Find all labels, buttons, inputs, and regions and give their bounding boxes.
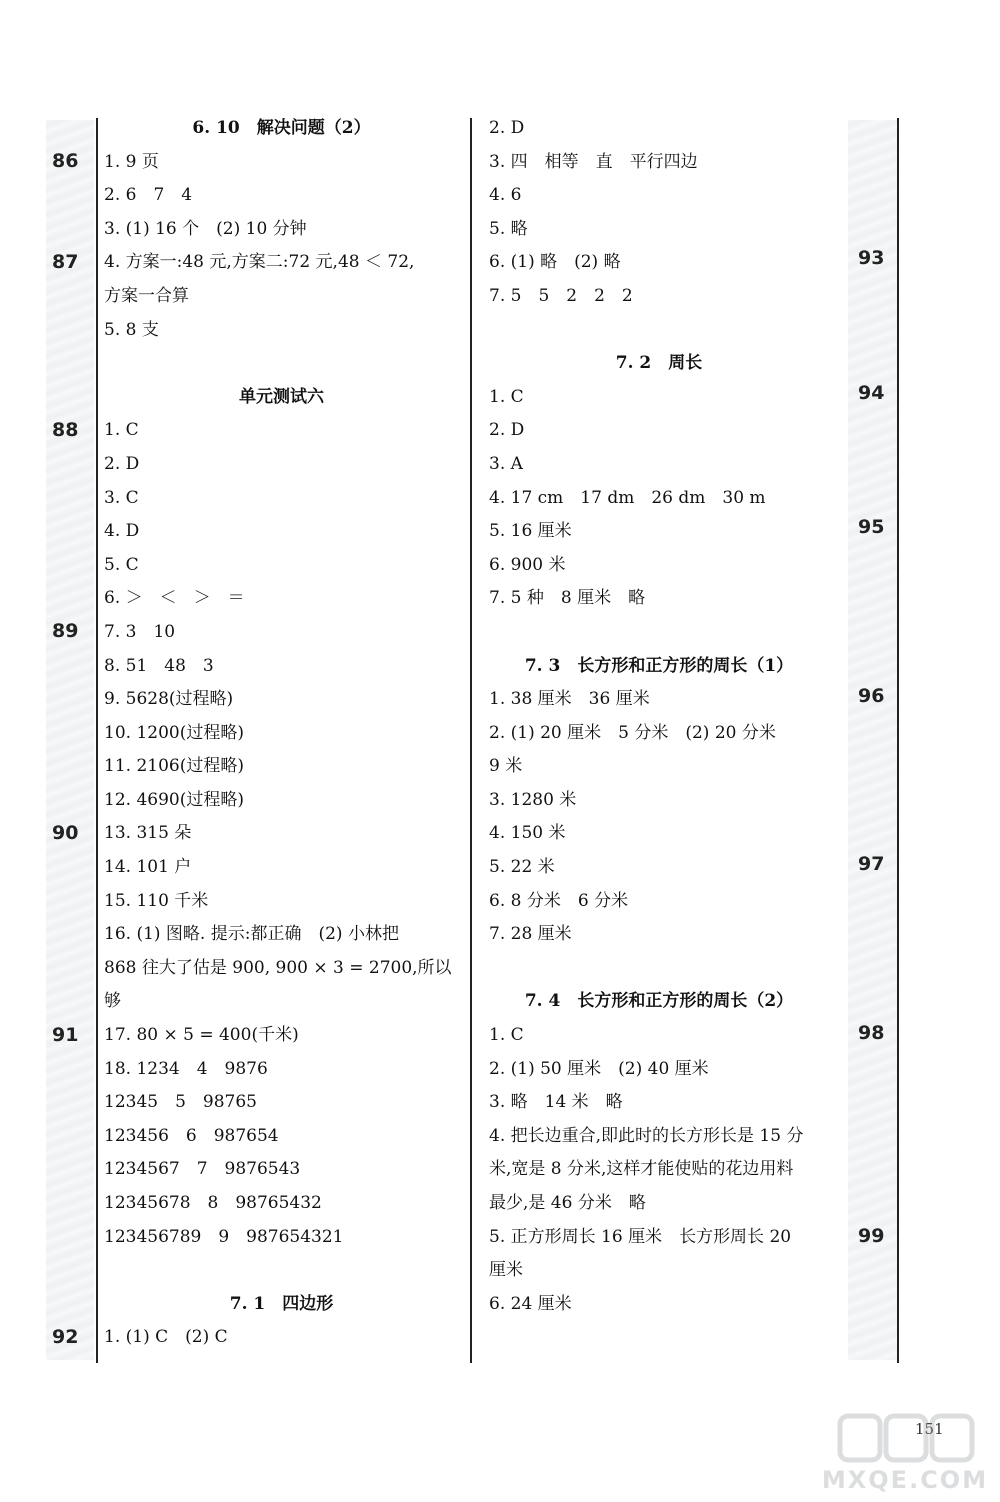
answer-line: 3. (1) 16 个 (2) 10 分钟	[104, 218, 307, 239]
answer-line: 最少,是 46 分米 略	[489, 1193, 646, 1213]
answer-line: 1. (1) C (2) C	[104, 1327, 228, 1348]
answer-line: 4. 把长边重合,即此时的长方形长是 15 分	[489, 1125, 804, 1146]
answer-line: 13. 315 朵	[104, 823, 192, 844]
answer-line: 9. 5628(过程略)	[104, 689, 234, 710]
answer-line: 6. 24 厘米	[489, 1293, 572, 1314]
section-heading: 6. 10 解决问题（2）	[192, 118, 371, 138]
answer-line: 868 往大了估是 900, 900 × 3 = 2700,所以	[104, 957, 452, 978]
right-rule	[897, 118, 899, 1363]
answer-line: 6. ＞ ＜ ＞ ＝	[104, 588, 245, 609]
answer-line: 5. 16 厘米	[489, 521, 572, 542]
answer-line: 4. 150 米	[489, 823, 566, 844]
page-ref-number: 93	[858, 247, 885, 269]
page-ref-number: 96	[858, 685, 885, 707]
right-column	[489, 112, 829, 1321]
answer-line: 11. 2106(过程略)	[104, 756, 244, 777]
answer-line: 12345678 8 98765432	[104, 1193, 322, 1213]
answer-line: 2. 6 7 4	[104, 185, 193, 206]
answer-line: 7. 5 种 8 厘米 略	[489, 588, 646, 609]
page-ref-number: 94	[858, 382, 885, 404]
page-ref-number: 97	[858, 853, 885, 875]
answer-line: 15. 110 千米	[104, 890, 209, 911]
section-heading: 单元测试六	[239, 386, 324, 407]
left-rule	[96, 118, 98, 1363]
answer-line: 123456789 9 987654321	[104, 1226, 344, 1247]
left-margin-strip	[46, 120, 94, 1360]
answer-line: 3. A	[489, 453, 523, 474]
answer-line: 12345 5 98765	[104, 1092, 257, 1113]
answer-line: 8. 51 48 3	[104, 655, 214, 676]
answer-line: 5. 8 支	[104, 319, 159, 340]
answer-line: 方案一合算	[104, 285, 189, 306]
answer-line: 16. (1) 图略. 提示:都正确 (2) 小林把	[104, 924, 399, 945]
answer-line: 6. (1) 略 (2) 略	[489, 252, 621, 273]
answer-line: 3. 1280 米	[489, 789, 577, 810]
answer-line: 1. C	[104, 420, 139, 441]
answer-line: 5. 22 米	[489, 857, 555, 878]
answer-line: 2. (1) 20 厘米 5 分米 (2) 20 分米	[489, 722, 776, 743]
middle-rule	[470, 118, 472, 1363]
answer-line: 1. C	[489, 1025, 524, 1046]
answer-line: 9 米	[489, 756, 523, 777]
answer-line: 3. 略 14 米 略	[489, 1092, 623, 1113]
answer-line: 1. 38 厘米 36 厘米	[489, 689, 650, 710]
answer-line: 4. 17 cm 17 dm 26 dm 30 m	[489, 487, 766, 508]
answer-line: 3. C	[104, 487, 139, 508]
answer-line: 米,宽是 8 分米,这样才能使贴的花边用料	[489, 1159, 794, 1180]
right-margin-strip	[848, 120, 898, 1360]
answer-line: 18. 1234 4 9876	[104, 1058, 268, 1079]
answer-line: 2. D	[489, 118, 525, 138]
page-number: 151	[915, 1420, 944, 1438]
answer-line: 2. D	[489, 420, 525, 441]
answer-line: 3. 四 相等 直 平行四边	[489, 151, 698, 172]
section-heading: 7. 2 周长	[615, 353, 703, 374]
section-heading: 7. 4 长方形和正方形的周长（2）	[524, 991, 794, 1012]
answer-line: 10. 1200(过程略)	[104, 722, 244, 743]
page-ref-number: 88	[52, 419, 79, 441]
answer-line: 12. 4690(过程略)	[104, 789, 244, 810]
page-ref-number: 95	[858, 516, 885, 538]
answer-line: 123456 6 987654	[104, 1125, 279, 1146]
page-ref-number: 91	[52, 1024, 79, 1046]
answer-line: 4. 方案一:48 元,方案二:72 元,48 ＜ 72,	[104, 252, 415, 273]
answer-line: 1. 9 页	[104, 151, 159, 172]
page-ref-number: 99	[858, 1225, 885, 1247]
answer-line: 6. 900 米	[489, 554, 566, 575]
answer-line: 厘米	[489, 1260, 523, 1281]
answer-line: 4. 6	[489, 185, 522, 206]
page-ref-number: 90	[52, 822, 79, 844]
section-heading: 7. 1 四边形	[229, 1293, 334, 1314]
page-ref-number: 92	[52, 1326, 79, 1348]
left-column	[104, 112, 459, 1355]
page-ref-number: 86	[52, 150, 79, 172]
answer-line: 4. D	[104, 521, 140, 542]
answer-line: 6. 8 分米 6 分米	[489, 890, 629, 911]
answer-line: 5. 略	[489, 218, 528, 239]
page-ref-number: 98	[858, 1022, 885, 1044]
answer-line: 1. C	[489, 386, 524, 407]
answer-line: 2. D	[104, 453, 140, 474]
answer-line: 17. 80 × 5 = 400(千米)	[104, 1025, 299, 1046]
section-heading: 7. 3 长方形和正方形的周长（1）	[524, 655, 794, 676]
answer-line: 1234567 7 9876543	[104, 1159, 301, 1180]
answer-line: 2. (1) 50 厘米 (2) 40 厘米	[489, 1058, 709, 1079]
answer-line: 5. 正方形周长 16 厘米 长方形周长 20	[489, 1226, 792, 1247]
answer-line: 14. 101 户	[104, 857, 192, 878]
answer-line: 7. 28 厘米	[489, 924, 572, 945]
page-ref-number: 89	[52, 620, 79, 642]
answer-line: 7. 5 5 2 2 2	[489, 285, 633, 306]
answer-line: 5. C	[104, 554, 139, 575]
answer-line: 7. 3 10	[104, 621, 176, 642]
watermark-text: MXQE.COM	[821, 1466, 989, 1494]
watermark-logo	[820, 1410, 990, 1500]
answer-line: 够	[104, 991, 121, 1012]
page-ref-number: 87	[52, 251, 79, 273]
